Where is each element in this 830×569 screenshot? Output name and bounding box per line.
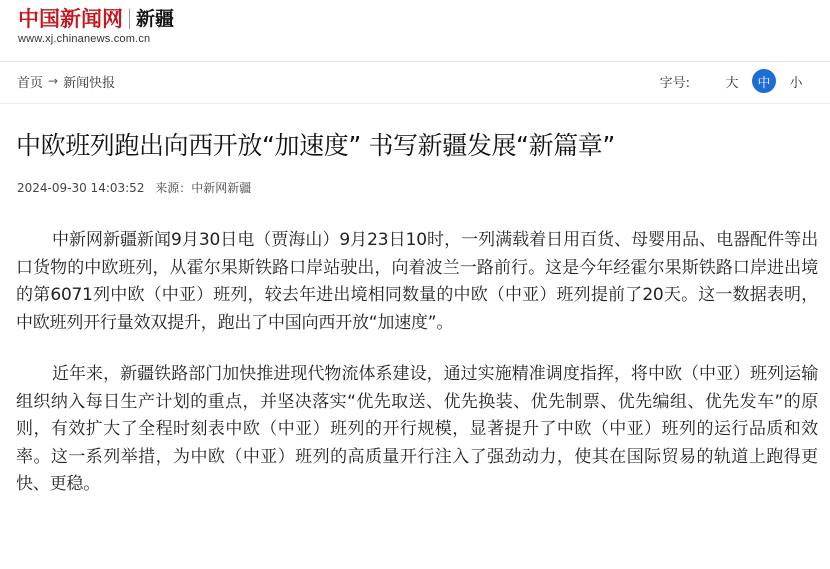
header-divider [0, 61, 830, 62]
site-url: www.xj.chinanews.com.cn [18, 33, 151, 45]
font-size-switcher [660, 69, 808, 93]
logo-separator [129, 9, 130, 29]
logo-text: 中国新闻网 [18, 6, 123, 31]
article-datetime: 2024-09-30 14:03:52 [17, 181, 145, 195]
font-size-small-button[interactable]: 小 [789, 75, 803, 91]
breadcrumb-arrow-icon: → [48, 74, 59, 88]
breadcrumb-home-link[interactable]: 首页 [17, 75, 44, 91]
article-paragraph: 中新网新疆新闻9月30日电（贾海山）9月23日10时，一列满载着日用百货、母婴用品、电器配件等出口货物的中欧班列，从霍尔果斯铁路口岸站驶出，向着波兰一路前行。这是今年经霍尔果斯铁路口岸进出境的第6071列中欧（中亚）班列，较去年进出境相同数量的中欧（中亚）班列提前了20天。这一数据表明，中欧班列开行量效双提升，跑出了中国向西开放“加速度”。 [16, 230, 818, 333]
site-header [0, 0, 830, 62]
article-meta [17, 179, 258, 196]
font-size-label: 字号: [659, 75, 690, 91]
article-title: 中欧班列跑出向西开放“加速度” 书写新疆发展“新篇章” [16, 131, 615, 160]
article-body [16, 227, 818, 523]
breadcrumb-section-link[interactable]: 新闻快报 [63, 75, 116, 91]
toolbar-divider [0, 103, 830, 104]
logo-region: 新疆 [136, 8, 175, 30]
font-size-large-button[interactable]: 大 [725, 75, 739, 91]
font-size-medium-button[interactable]: 中 [752, 69, 776, 93]
article-source: 来源：中新网新疆 [155, 181, 252, 195]
article-paragraph: 近年来，新疆铁路部门加快推进现代物流体系建设，通过实施精准调度指挥，将中欧（中亚）班列运输组织纳入每日生产计划的重点，并坚决落实“优先取送、优先换装、优先制票、优先编组、优先发车”的原则，有效扩大了全程时刻表中欧（中亚）班列的开行规模，显著提升了中欧（中亚）班列的运行品质和效率。这一系列举措，为中欧（中亚）班列的高质量开行注入了强劲动力，使其在国际贸易的轨道上跑得更快、更稳。 [16, 364, 818, 494]
breadcrumb [17, 72, 115, 90]
site-logo[interactable] [18, 6, 174, 32]
